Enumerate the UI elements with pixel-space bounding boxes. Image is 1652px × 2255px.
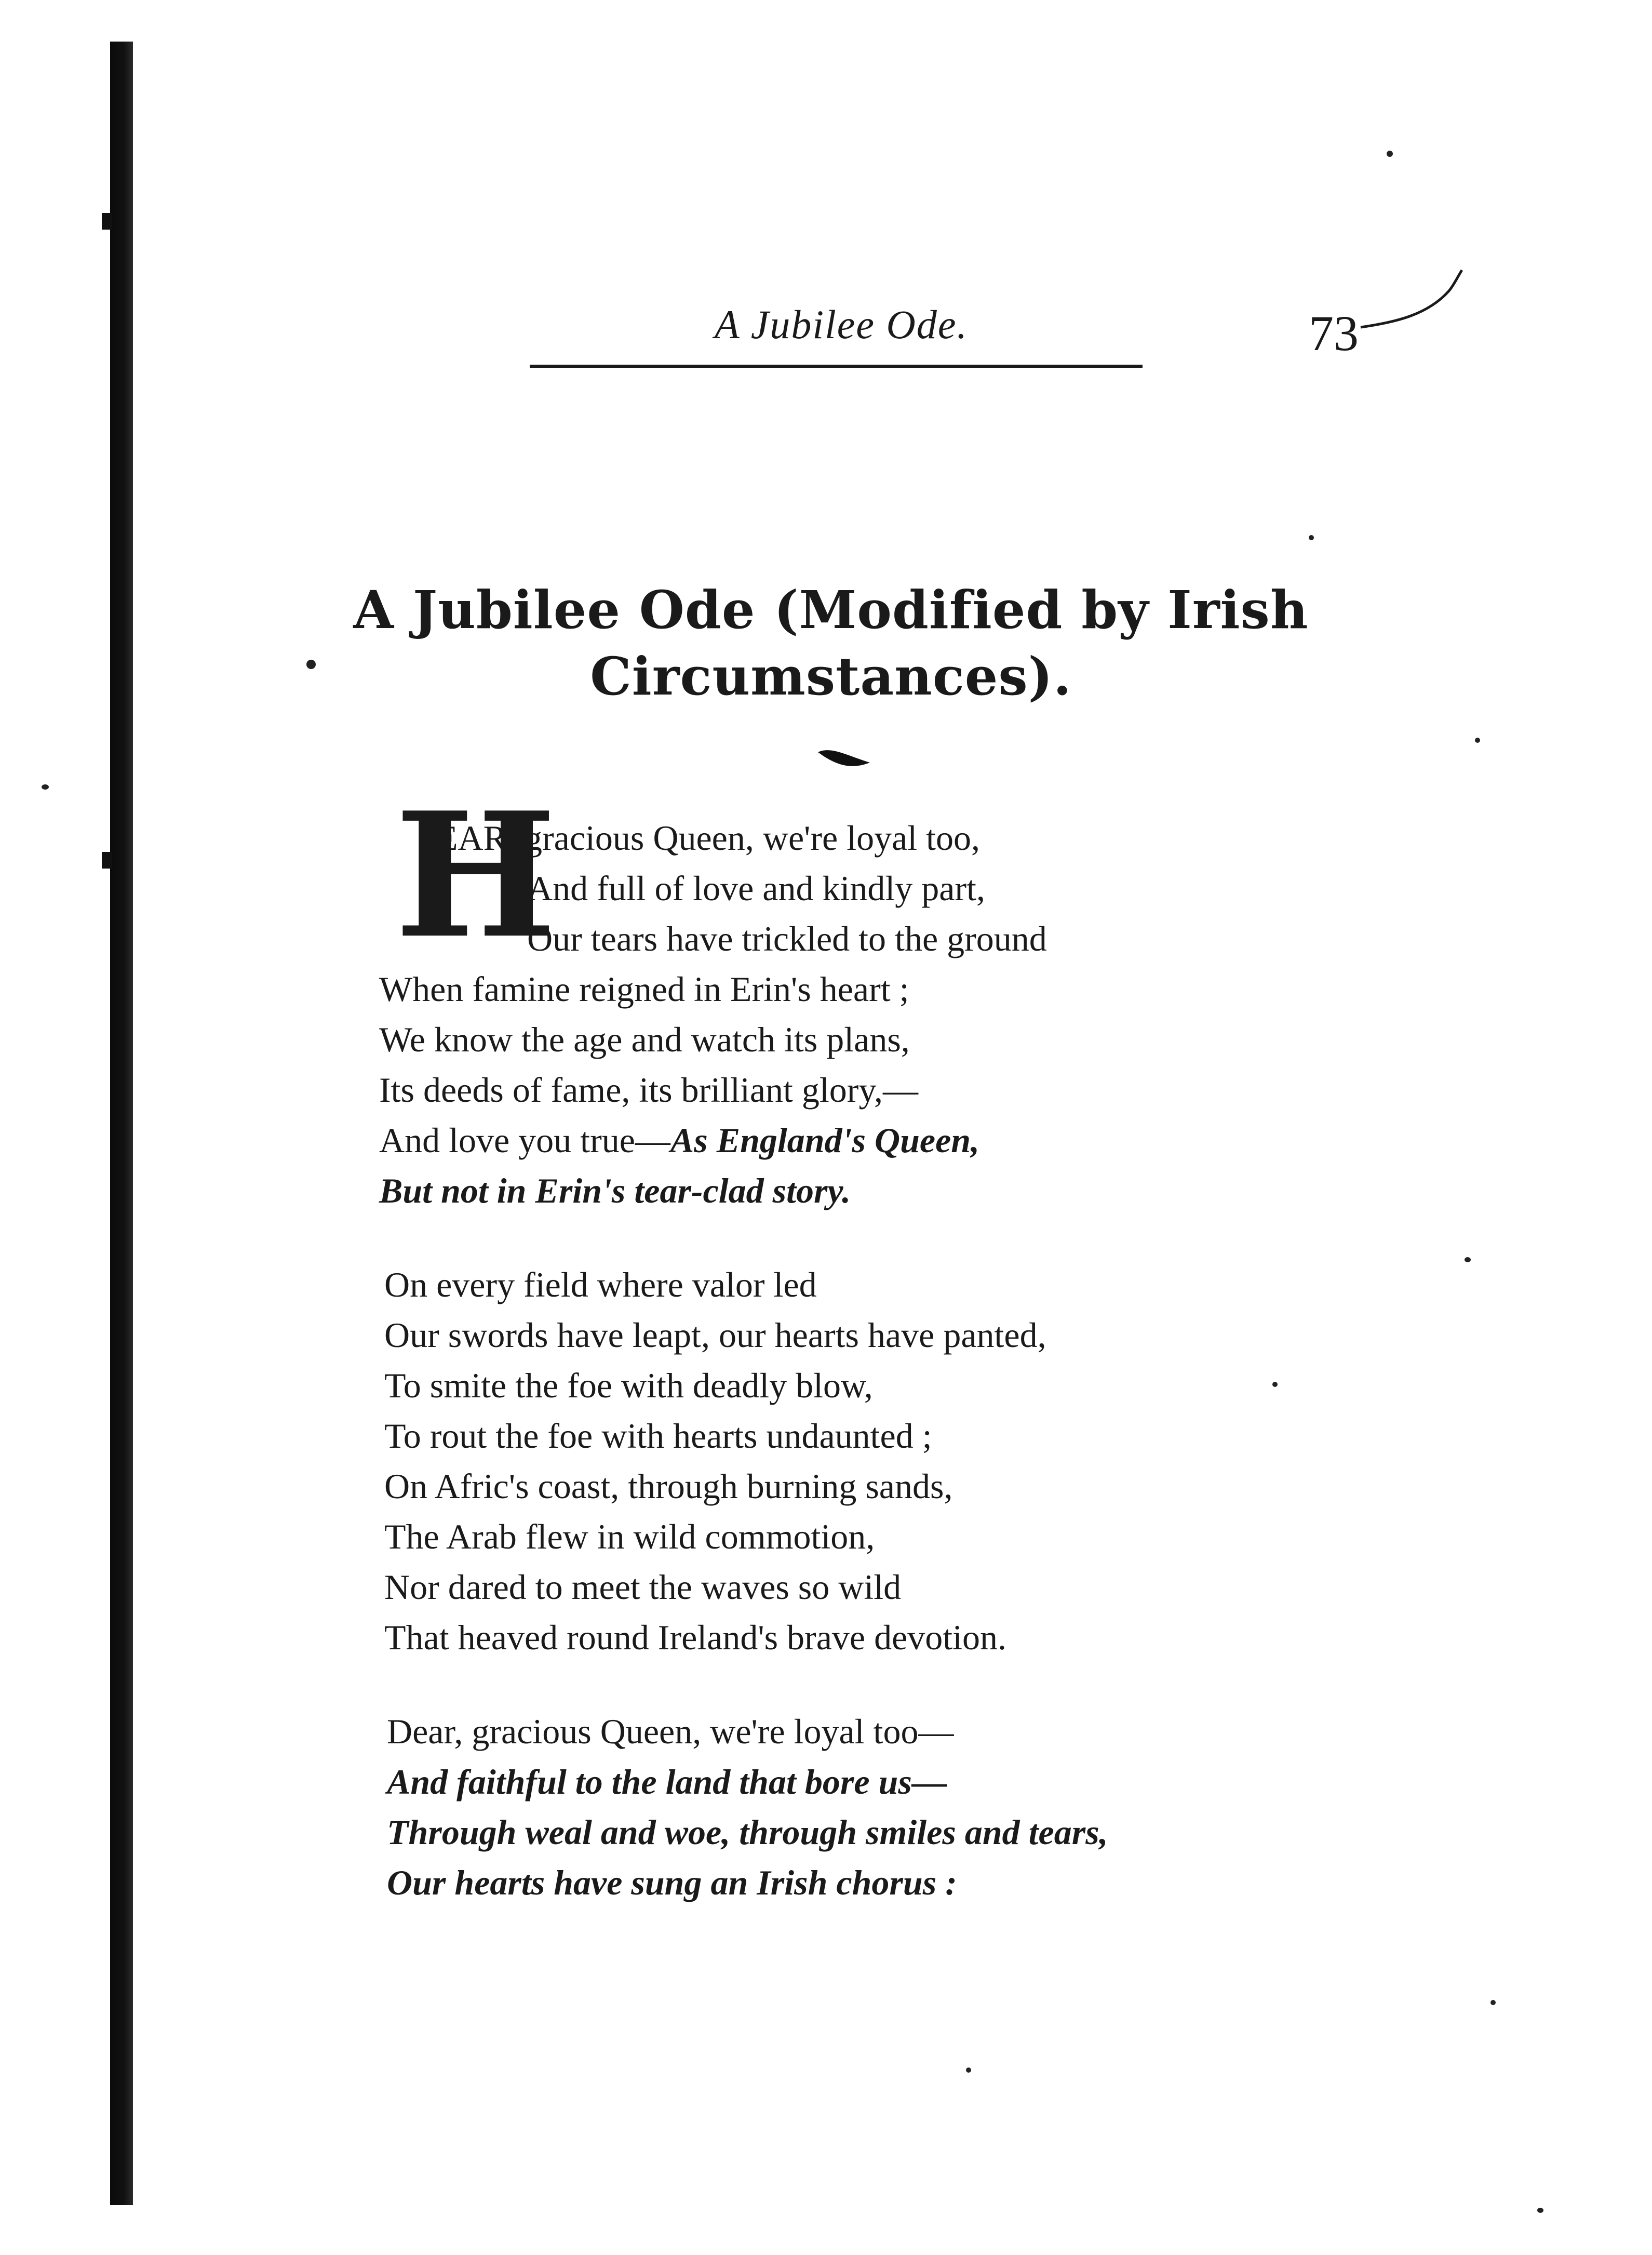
poem-line: When famine reigned in Erin's heart ; [379,969,909,1009]
poem-line: Through weal and woe, through smiles and tears, [387,1812,1108,1852]
header-rule [530,365,1143,368]
poem-line: Our tears have trickled to the ground [527,919,1047,958]
poem-line: Nor dared to meet the waves so wild [384,1567,902,1607]
poem-line: That heaved round Ireland's brave devotion. [384,1618,1007,1657]
scan-speck [966,2067,971,2073]
poem-line: Our hearts have sung an Irish chorus : [387,1863,957,1902]
poem-title [312,577,1350,710]
scan-speck [1490,2000,1496,2005]
poem-line: Its deeds of fame, its brilliant glory,— [379,1070,919,1110]
poem-body [379,813,1108,1908]
scan-speck [1272,1382,1278,1387]
poem-line: And love you true—As England's Queen, [379,1120,980,1160]
running-head: A Jubilee Ode. [715,302,968,347]
poem-line: On Afric's coast, through burning sands, [384,1466,953,1506]
poem-line: EAR, gracious Queen, we're loyal too, [436,818,981,858]
pen-flourish-icon [1355,265,1470,338]
poem-line: And faithful to the land that bore us— [387,1762,947,1802]
scan-speck [1309,535,1314,540]
drop-cap: H [395,775,557,976]
poem-line: To rout the foe with hearts undaunted ; [384,1416,932,1456]
poem-line: The Arab flew in wild commotion, [384,1517,875,1556]
page-number: 73 [1309,305,1359,361]
binding-notch [102,852,112,869]
stanza-1 [379,813,1108,1216]
poem-line: Dear, gracious Queen, we're loyal too— [387,1712,954,1751]
poem-line: And full of love and kindly part, [527,869,985,908]
scan-speck [1537,2208,1543,2213]
scan-speck [306,660,316,669]
stanza-2 [384,1260,1108,1663]
scan-speck [1475,738,1480,743]
poem-line: But not in Erin's tear-clad story. [379,1171,851,1210]
scan-speck [1465,1257,1471,1262]
poem-line: To smite the foe with deadly blow, [384,1366,873,1405]
title-line-1: A Jubilee Ode (Modified by Irish [353,579,1309,641]
binding-edge [110,42,133,2205]
poem-line: We know the age and watch its plans, [379,1020,910,1059]
stanza-3 [387,1706,1108,1908]
binding-notch [102,213,112,230]
poem-line: On every field where valor led [384,1265,817,1304]
title-line-2: Circumstances). [590,646,1072,707]
poem-line: Our swords have leapt, our hearts have panted, [384,1315,1046,1355]
ornament-icon [815,746,872,772]
scan-speck [1387,151,1393,157]
scan-speck [42,784,49,790]
